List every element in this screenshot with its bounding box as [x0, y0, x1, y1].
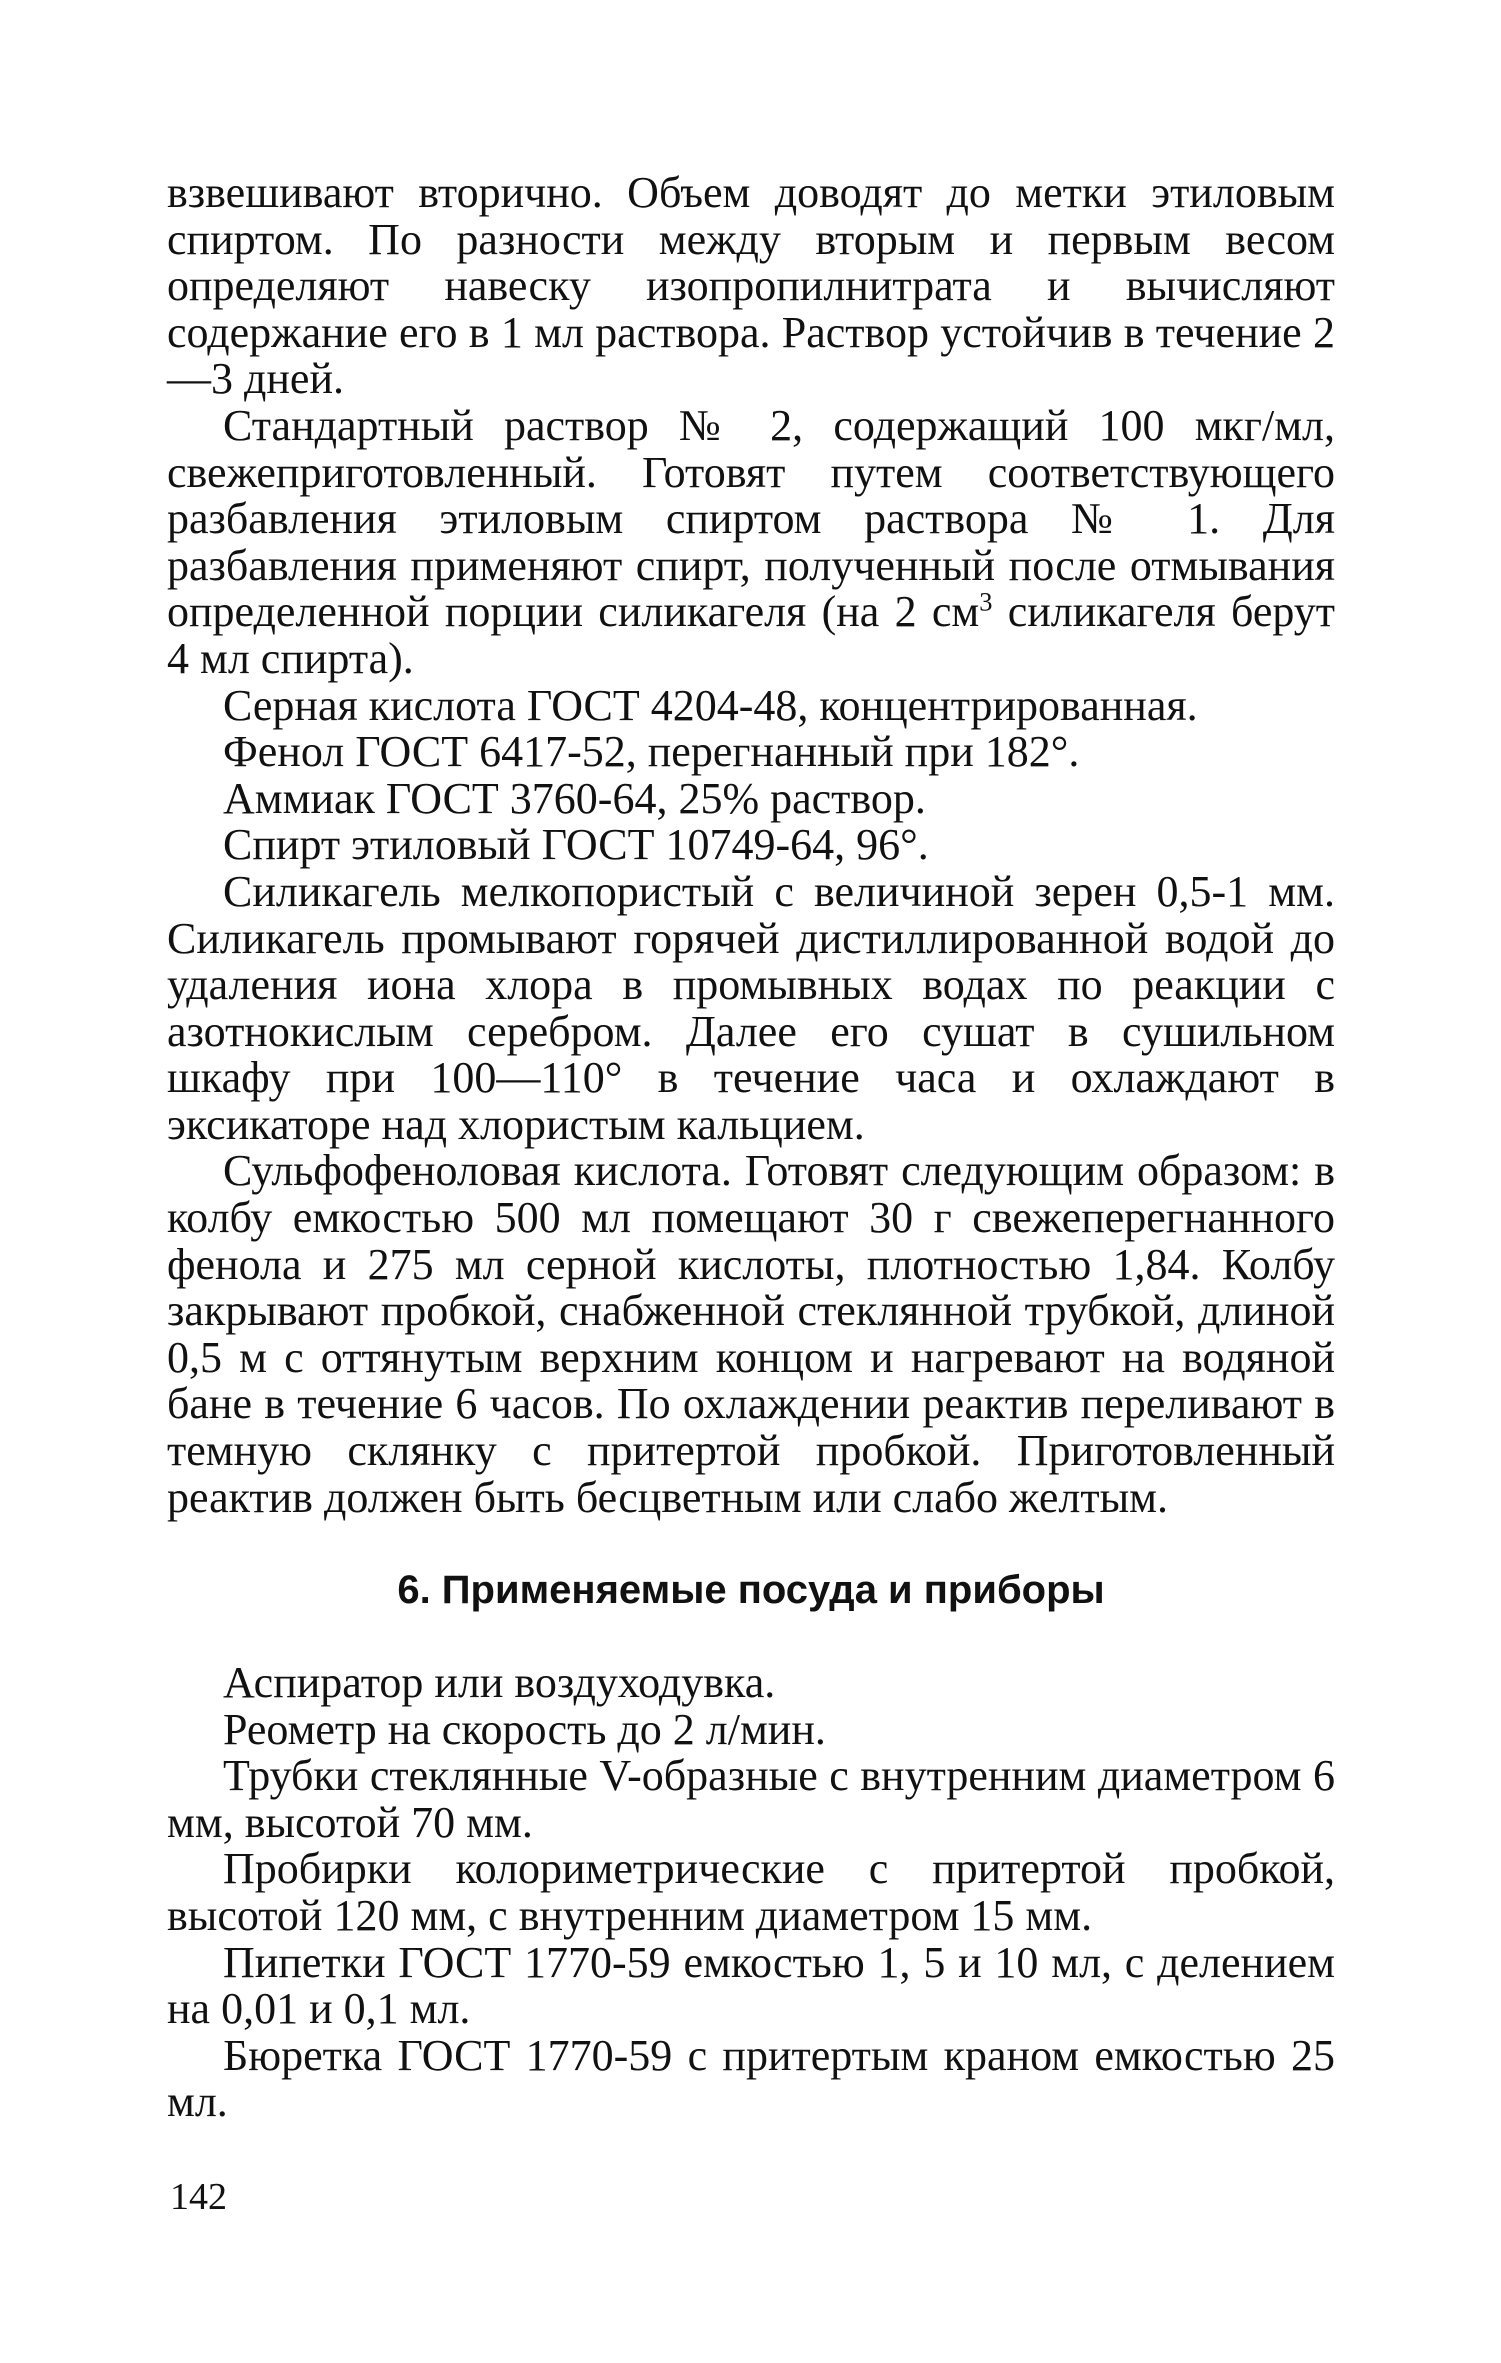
section-heading: 6. Применяемые посуда и приборы — [397, 1568, 1105, 1612]
list-item: Пробирки колориметрические с притертой пробкой, высотой 120 мм, с внутренним диаметром 15 мм. — [167, 1844, 1335, 1940]
equipment-list — [167, 1660, 1335, 2126]
paragraph-continuation: взвешивают вторично. Объем доводят до метки этиловым спиртом. По разности между вторым и первым весом определяют навеску изопропилнитрата и вычисляют содержание его в 1 мл раствора. Раствор устойчив в течение 2—3 дней. — [167, 168, 1335, 404]
paragraph-standard-solution-2 — [167, 400, 1336, 683]
paragraph-ammonia: Аммиак ГОСТ 3760-64, 25% раствор. — [223, 773, 926, 823]
list-item: Трубки стеклянные V-образные с внутренним диаметром 6 мм, высотой 70 мм. — [167, 1751, 1335, 1847]
list-item: Реометр на скорость до 2 л/мин. — [223, 1704, 826, 1754]
paragraph-phenol: Фенол ГОСТ 6417-52, перегнанный при 182°. — [223, 727, 1080, 777]
text-block-reagents — [167, 170, 1335, 1521]
superscript: 3 — [979, 586, 993, 617]
list-item: Пипетки ГОСТ 1770-59 емкостью 1, 5 и 10 мл, с делением на 0,01 и 0,1 мл. — [167, 1937, 1335, 2034]
paragraph-sulfuric-acid: Серная кислота ГОСТ 4204-48, концентрированная. — [223, 680, 1198, 730]
paragraph-text: Стандартный раствор № 2, содержащий 100 мкг/мл, свежеприготовленный. Готовят путем соответствующего разбавления этиловым спиртом раствора № 1. Для разбавления применяют спирт, полученный после отмывания определенной порции силикагеля (на 2 см — [167, 400, 1335, 637]
paragraph-text: силикагеля берут 4 мл спирта). — [167, 587, 1336, 683]
list-item: Бюретка ГОСТ 1770-59 с притертым краном емкостью 25 мл. — [167, 2030, 1335, 2127]
paragraph-sulfophenol-acid: Сульфофеноловая кислота. Готовят следующим образом: в колбу емкостью 500 мл помещают 30 г свежеперегнанного фенола и 275 мл серной кислоты, плотностью 1,84. Колбу закрывают пробкой, снабженной стеклянной трубкой, длиной 0,5 м с оттянутым верхним концом и нагревают на водяной бане в течение 6 часов. По охлаждении реактив переливают в темную склянку с притертой пробкой. Приготовленный реактив должен быть бесцветным или слабо желтым. — [167, 1146, 1335, 1522]
paragraph-silica-gel: Силикагель мелкопористый с величиной зерен 0,5-1 мм. Силикагель промывают горячей дистиллированной водой до удаления иона хлора в промывных водах по реакции с азотнокислым серебром. Далее его сушат в сушильном шкафу при 100—110° в течение часа и охлаждают в эксикаторе над хлористым кальцием. — [167, 866, 1335, 1149]
list-item: Аспиратор или воздуходувка. — [223, 1658, 776, 1707]
paragraph-ethanol: Спирт этиловый ГОСТ 10749-64, 96°. — [223, 820, 929, 870]
page-number: 142 — [170, 2176, 227, 2218]
